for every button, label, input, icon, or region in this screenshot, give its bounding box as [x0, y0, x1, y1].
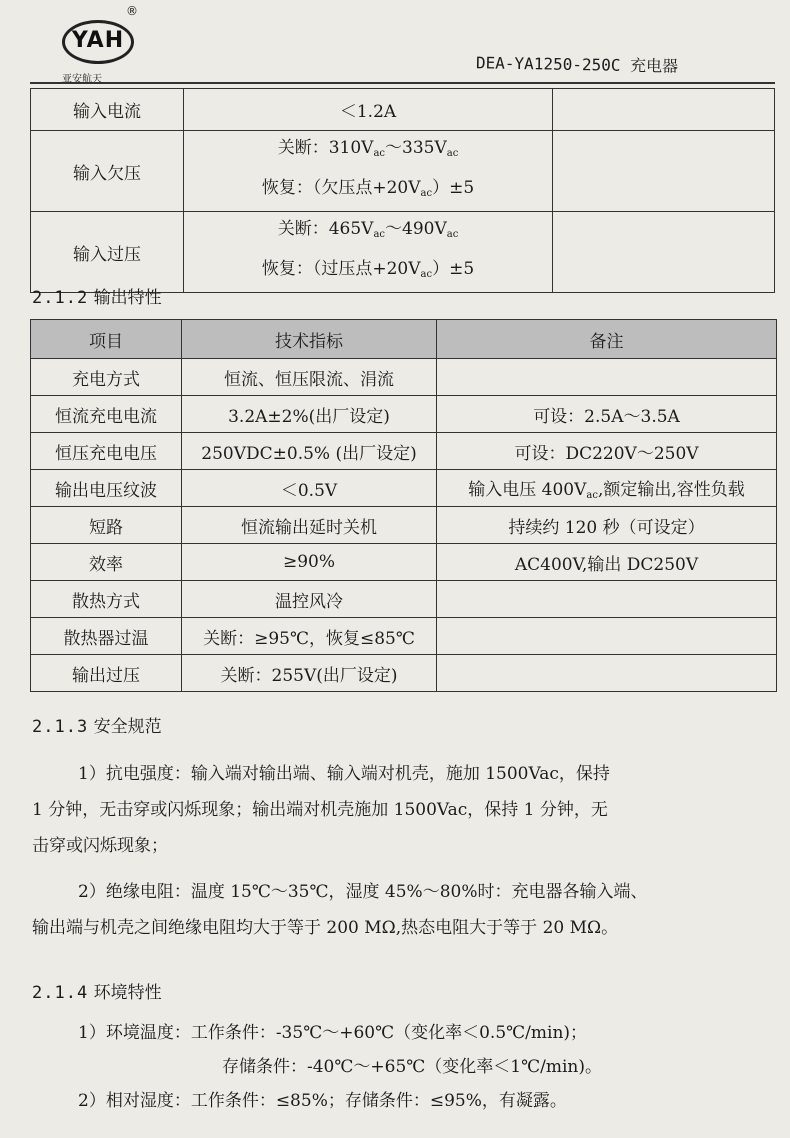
table-row — [31, 655, 777, 692]
table-cell: 输出电压纹波 — [31, 470, 182, 507]
table-cell: ＜0.5V — [182, 470, 437, 507]
paragraph-line: 1）抗电强度：输入端对输出端、输入端对机壳，施加 1500Vac，保持 — [78, 764, 610, 784]
table-cell: 输入电流 — [31, 89, 184, 131]
table-cell: 散热方式 — [31, 581, 182, 618]
cell-text: ）±5 — [432, 178, 475, 198]
column-header: 技术指标 — [182, 320, 437, 359]
section-number: 2.1.3 — [32, 717, 89, 737]
logo-text: YAH — [71, 28, 125, 53]
cell-text: 关断：465V — [277, 219, 374, 239]
table-header-row — [31, 320, 777, 359]
table-cell — [437, 618, 777, 655]
table-row — [31, 507, 777, 544]
table-row — [31, 212, 775, 293]
table-row — [31, 131, 775, 212]
table-cell — [437, 581, 777, 618]
cell-text: ～490V — [385, 219, 447, 239]
section-title: 安全规范 — [93, 717, 162, 737]
section-heading-2-1-2 — [32, 283, 162, 308]
paragraph-line: 2）相对湿度：工作条件：≤85%；存储条件：≤95%，有凝露。 — [78, 1091, 567, 1111]
section-heading-2-1-4 — [32, 978, 162, 1003]
table-cell: 关断：255V(出厂设定) — [182, 655, 437, 692]
table-cell: 可设：DC220V～250V — [437, 433, 777, 470]
table-row — [31, 544, 777, 581]
subscript: ac — [446, 148, 459, 159]
table-cell: 输入欠压 — [31, 131, 184, 212]
paragraph-line: 2）绝缘电阻：温度 15℃～35℃，湿度 45%～80%时：充电器各输入端、 — [78, 882, 648, 902]
cell-text: 输入电压 400V — [468, 480, 587, 500]
cell-text: 恢复：（欠压点+20V — [261, 178, 421, 198]
column-header: 项目 — [31, 320, 182, 359]
table-cell: 输入过压 — [31, 212, 184, 293]
section-title: 环境特性 — [93, 983, 162, 1003]
table-cell — [437, 470, 777, 507]
table-row — [31, 433, 777, 470]
table-row — [31, 359, 777, 396]
cell-text: ～335V — [385, 138, 447, 158]
table-cell: 效率 — [31, 544, 182, 581]
table-cell: ≥90% — [182, 544, 437, 581]
table-cell: 250VDC±0.5% (出厂设定) — [182, 433, 437, 470]
table-cell: 充电方式 — [31, 359, 182, 396]
table-cell — [553, 89, 775, 131]
table-row — [31, 396, 777, 433]
table-cell: 3.2A±2%(出厂设定) — [182, 396, 437, 433]
registered-mark: ® — [126, 4, 138, 18]
paragraph-line: 1 分钟，无击穿或闪烁现象；输出端对机壳施加 1500Vac，保持 1 分钟，无 — [32, 800, 608, 820]
subscript: ac — [446, 229, 459, 240]
environment-paragraph — [32, 1016, 767, 1118]
table-cell: ＜1.2A — [184, 89, 553, 131]
table-cell — [184, 212, 553, 293]
paragraph-line: 存储条件：-40℃～+65℃（变化率＜1℃/min)。 — [222, 1057, 602, 1077]
cell-text: ）±5 — [432, 259, 475, 279]
table-cell: AC400V,输出 DC250V — [437, 544, 777, 581]
logo-subtitle: 亚安航天 — [62, 74, 102, 85]
subscript: ac — [373, 148, 385, 159]
subscript: ac — [420, 188, 433, 199]
table-row — [31, 618, 777, 655]
section-number: 2.1.2 — [32, 288, 89, 308]
cell-text: ,额定输出,容性负载 — [597, 480, 745, 500]
table-cell: 恒流、恒压限流、涓流 — [182, 359, 437, 396]
table-row — [31, 581, 777, 618]
section-title: 输出特性 — [93, 288, 162, 308]
subscript: ac — [373, 229, 385, 240]
cell-text: 恢复：（过压点+20V — [261, 259, 421, 279]
table-cell: 恒流充电电流 — [31, 396, 182, 433]
table-cell: 持续约 120 秒（可设定） — [437, 507, 777, 544]
section-heading-2-1-3 — [32, 712, 162, 737]
table-cell — [553, 131, 775, 212]
paragraph-line: 击穿或闪烁现象； — [32, 836, 168, 856]
header-divider — [30, 82, 775, 84]
table-row — [31, 470, 777, 507]
subscript: ac — [586, 490, 598, 501]
output-characteristics-table — [30, 319, 777, 692]
table-cell — [437, 655, 777, 692]
table-cell: 关断：≥95℃，恢复≤85℃ — [182, 618, 437, 655]
subscript: ac — [420, 269, 433, 280]
table-cell: 输出过压 — [31, 655, 182, 692]
safety-paragraph — [32, 756, 767, 946]
table-cell: 温控风冷 — [182, 581, 437, 618]
paragraph-line: 1）环境温度：工作条件：-35℃～+60℃（变化率＜0.5℃/min)； — [78, 1023, 588, 1043]
table-cell: 可设：2.5A～3.5A — [437, 396, 777, 433]
input-characteristics-table — [30, 88, 775, 293]
paragraph-line: 输出端与机壳之间绝缘电阻均大于等于 200 MΩ,热态电阻大于等于 20 MΩ。 — [32, 918, 619, 938]
table-cell: 恒流输出延时关机 — [182, 507, 437, 544]
table-cell: 恒压充电电压 — [31, 433, 182, 470]
column-header: 备注 — [437, 320, 777, 359]
table-cell — [184, 131, 553, 212]
table-cell — [553, 212, 775, 293]
table-cell — [437, 359, 777, 396]
table-cell: 散热器过温 — [31, 618, 182, 655]
table-cell: 短路 — [31, 507, 182, 544]
cell-text: 关断：310V — [277, 138, 374, 158]
section-number: 2.1.4 — [32, 983, 89, 1003]
document-title: DEA-YA1250-250C 充电器 — [475, 53, 679, 76]
table-row — [31, 89, 775, 131]
